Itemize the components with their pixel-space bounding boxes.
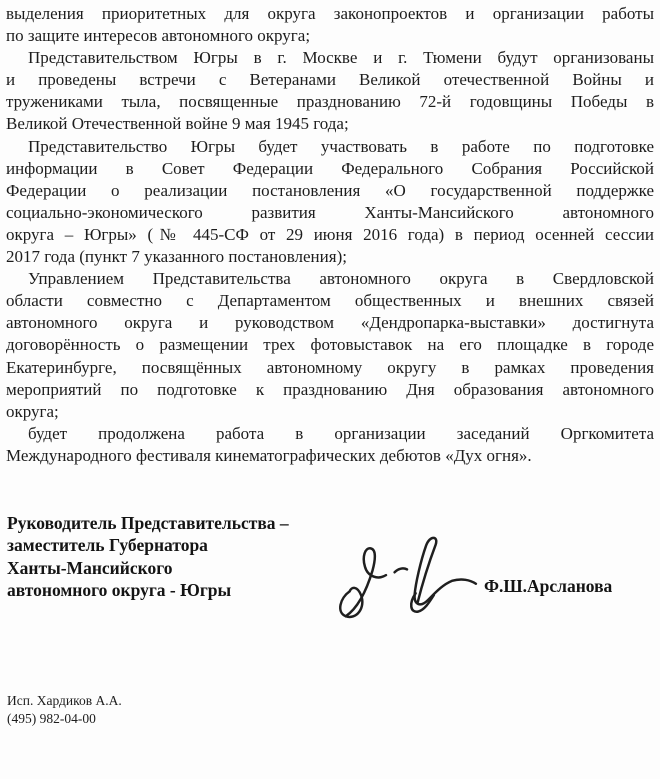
text-line: договорённость о размещении трех фотовыставок на его площадке в городе <box>6 335 654 355</box>
text-line: Управлением Представительства автономного округа в Свердловской <box>28 269 654 289</box>
text-line: мероприятий по подготовке к празднованию Дня образования автономного <box>6 379 654 399</box>
signatory-name: Ф.Ш.Арсланова <box>484 576 613 596</box>
text-line: информации в Совет Федерации Федерального Собрания Российской <box>6 158 654 178</box>
text-line: будет продолжена работа в организации заседаний Оргкомитета <box>28 423 654 443</box>
text-line: тружениками тыла, посвященные празднованию 72-й годовщины Победы в <box>6 92 654 112</box>
text-line: округа – Югры» (№ 445-СФ от 29 июня 2016 года) в период осенней сессии <box>6 224 654 244</box>
signature-title-block <box>7 512 367 602</box>
text-line: Екатеринбурге, посвящённых автономному округу в рамках проведения <box>6 357 654 377</box>
text-line: Великой Отечественной войне 9 мая 1945 года; <box>6 114 349 134</box>
text-line: Федерации о реализации постановления «О государственной поддержке <box>6 180 654 200</box>
signature-title-line: автономного округа - Югры <box>7 580 232 601</box>
text-line: выделения приоритетных для округа законопроектов и организации работы <box>6 4 654 23</box>
signature-title-line: заместитель Губернатора <box>7 535 208 556</box>
text-line: социально-экономического развития Ханты-Мансийского автономного <box>6 202 654 222</box>
text-line: автономного округа и руководством «Дендропарка-выставки» достигнута <box>6 313 654 333</box>
handwritten-signature-icon <box>333 534 481 622</box>
executor-footer <box>7 692 122 727</box>
document-body <box>6 3 654 467</box>
text-line: по защите интересов автономного округа; <box>6 26 311 46</box>
text-line: округа; <box>6 401 59 421</box>
text-line: 2017 года (пункт 7 указанного постановления); <box>6 247 347 267</box>
text-line: области совместно с Департаментом общественных и внешних связей <box>6 291 654 311</box>
text-line: Представительством Югры в г. Москве и г. Тюмени будут организованы <box>28 48 654 68</box>
executor-phone: (495) 982-04-00 <box>7 710 96 726</box>
text-line: и проведены встречи с Ветеранами Великой отечественной Войны и <box>6 70 654 90</box>
signature-title-line: Руководитель Представительства – <box>7 513 289 533</box>
executor-name: Исп. Хардиков А.А. <box>7 693 122 708</box>
signature-title-line: Ханты-Мансийского <box>7 557 173 578</box>
text-line: Представительство Югры будет участвовать в работе по подготовке <box>28 136 654 156</box>
text-line: Международного фестиваля кинематографических дебютов «Дух огня». <box>6 445 532 465</box>
